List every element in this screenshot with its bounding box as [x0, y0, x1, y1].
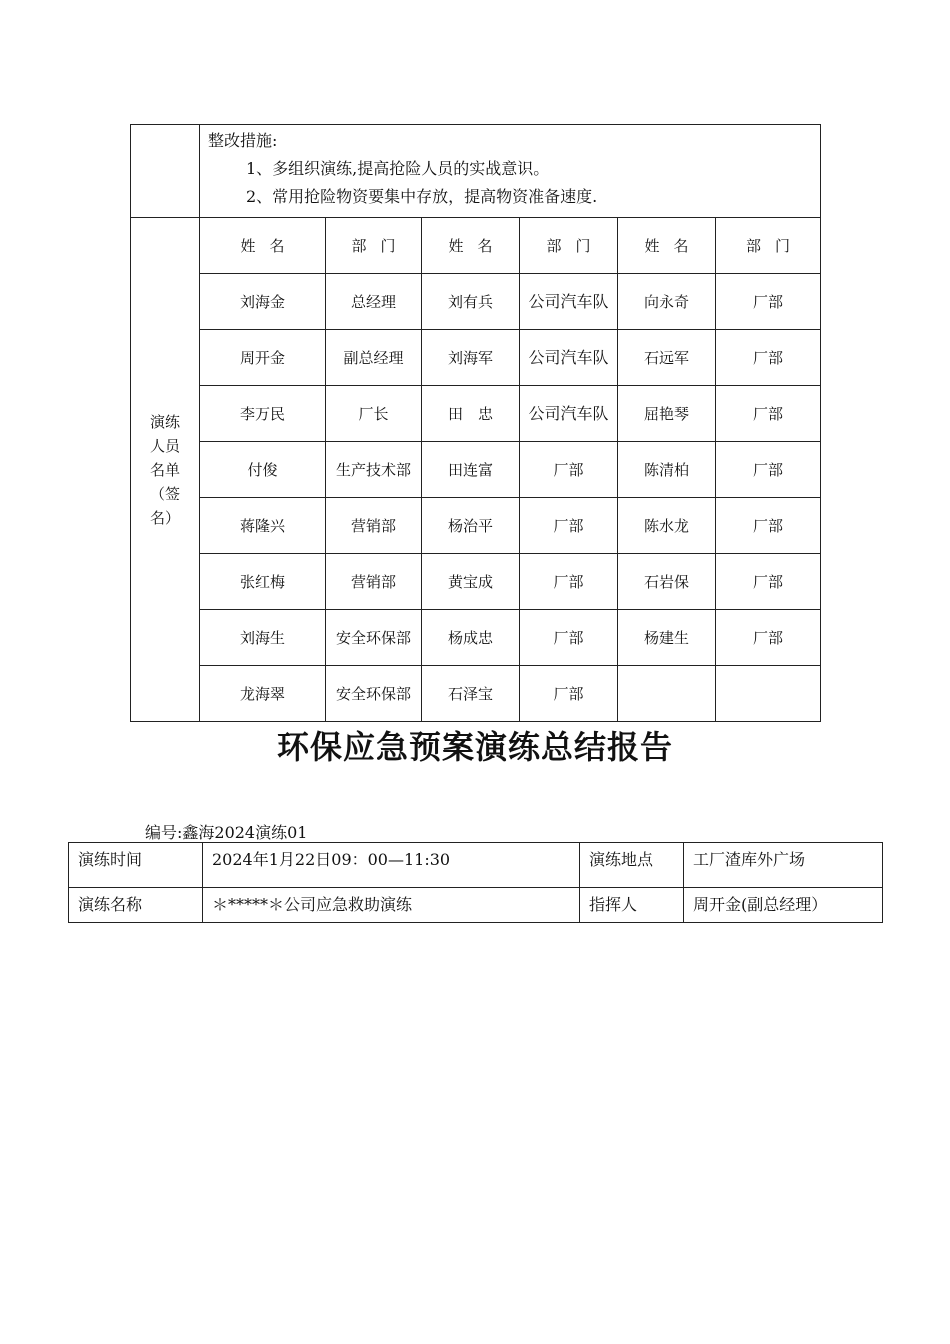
table-row: [131, 442, 821, 498]
person-name: 杨建生: [618, 610, 716, 666]
person-department: 厂长: [326, 386, 422, 442]
person-name: 杨成忠: [422, 610, 520, 666]
person-department: 安全环保部: [326, 666, 422, 722]
drill-time-value: 2024年1月22日09：00—11:30: [203, 843, 580, 888]
measures-row: [131, 125, 821, 218]
person-department: 厂部: [716, 330, 821, 386]
person-department: 厂部: [520, 610, 618, 666]
commander-label: 指挥人: [580, 888, 684, 923]
person-department: 厂部: [520, 666, 618, 722]
person-name: 李万民: [200, 386, 326, 442]
header-name: 姓名: [422, 218, 520, 274]
table-row: [69, 888, 883, 923]
person-department: 厂部: [716, 442, 821, 498]
person-name: 石泽宝: [422, 666, 520, 722]
header-department: 部门: [716, 218, 821, 274]
person-name: 陈水龙: [618, 498, 716, 554]
measures-item: 1、多组织演练,提高抢险人员的实战意识。: [246, 159, 550, 178]
person-name: 黄宝成: [422, 554, 520, 610]
drill-place-label: 演练地点: [580, 843, 684, 888]
person-department: 公司汽车队: [520, 330, 618, 386]
person-name: 蒋隆兴: [200, 498, 326, 554]
person-name: 田连富: [422, 442, 520, 498]
person-department: 安全环保部: [326, 610, 422, 666]
person-department: [716, 666, 821, 722]
person-name: 张红梅: [200, 554, 326, 610]
drill-info-table: [68, 842, 883, 923]
drill-time-label: 演练时间: [69, 843, 203, 888]
person-name: 石远军: [618, 330, 716, 386]
person-department: 生产技术部: [326, 442, 422, 498]
measures-cell: [200, 125, 821, 218]
roster-side-label: 演练人员名单（签名）: [149, 412, 180, 527]
report-title: 环保应急预案演练总结报告: [276, 728, 673, 766]
person-department: 公司汽车队: [520, 386, 618, 442]
measures-side-blank: [131, 125, 200, 218]
person-name: 刘有兵: [422, 274, 520, 330]
roster-side-label-cell: [131, 218, 200, 722]
drill-roster-table: [130, 124, 821, 722]
table-row: [131, 666, 821, 722]
person-department: 副总经理: [326, 330, 422, 386]
drill-place-value: 工厂渣库外广场: [684, 843, 883, 888]
person-name: 屈艳琴: [618, 386, 716, 442]
table-row: [131, 274, 821, 330]
person-department: 厂部: [716, 554, 821, 610]
measures-heading: 整改措施:: [208, 131, 278, 150]
table-row: [69, 843, 883, 888]
person-department: 厂部: [520, 498, 618, 554]
person-name: 田 忠: [422, 386, 520, 442]
table-row: [131, 330, 821, 386]
header-department: 部门: [520, 218, 618, 274]
person-name: 刘海军: [422, 330, 520, 386]
drill-name-label: 演练名称: [69, 888, 203, 923]
commander-value: 周开金(副总经理）: [684, 888, 883, 923]
person-department: 厂部: [716, 498, 821, 554]
person-department: 厂部: [520, 554, 618, 610]
person-department: 总经理: [326, 274, 422, 330]
report-serial-number: 编号:鑫海2024演练01: [145, 823, 308, 842]
person-name: [618, 666, 716, 722]
person-department: 营销部: [326, 498, 422, 554]
person-name: 龙海翠: [200, 666, 326, 722]
table-row: [131, 386, 821, 442]
person-name: 付俊: [200, 442, 326, 498]
header-department: 部门: [326, 218, 422, 274]
measures-item: 2、常用抢险物资要集中存放，提高物资准备速度.: [246, 187, 598, 206]
person-department: 厂部: [520, 442, 618, 498]
drill-name-value: ＊*****＊公司应急救助演练: [203, 888, 580, 923]
person-name: 杨治平: [422, 498, 520, 554]
header-name: 姓名: [618, 218, 716, 274]
person-department: 厂部: [716, 610, 821, 666]
person-name: 刘海生: [200, 610, 326, 666]
person-name: 石岩保: [618, 554, 716, 610]
person-department: 公司汽车队: [520, 274, 618, 330]
person-name: 陈清柏: [618, 442, 716, 498]
person-name: 周开金: [200, 330, 326, 386]
person-department: 厂部: [716, 386, 821, 442]
person-name: 向永奇: [618, 274, 716, 330]
table-row: [131, 498, 821, 554]
person-department: 厂部: [716, 274, 821, 330]
table-row: [131, 610, 821, 666]
roster-header-row: [131, 218, 821, 274]
person-name: 刘海金: [200, 274, 326, 330]
table-row: [131, 554, 821, 610]
person-department: 营销部: [326, 554, 422, 610]
header-name: 姓名: [200, 218, 326, 274]
